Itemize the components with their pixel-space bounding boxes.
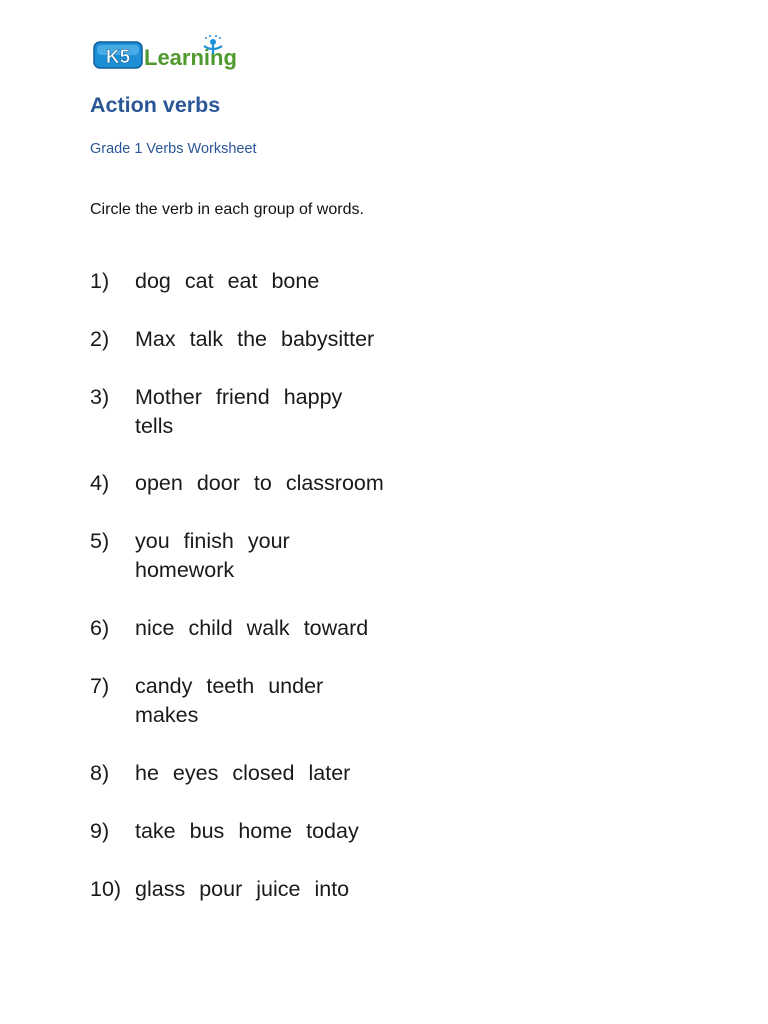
question-words: [135, 759, 435, 788]
word-option[interactable]: under: [268, 674, 324, 698]
word-option[interactable]: juice: [256, 877, 301, 901]
word-option[interactable]: he: [135, 761, 159, 785]
word-option[interactable]: eat: [227, 269, 258, 293]
word-option[interactable]: teeth: [206, 674, 255, 698]
instructions-text: Circle the verb in each group of words.: [90, 201, 364, 218]
question-words: [135, 267, 435, 296]
word-option[interactable]: candy: [135, 674, 193, 698]
word-option[interactable]: homework: [135, 558, 235, 582]
word-option[interactable]: take: [135, 819, 176, 843]
question-number: 9): [90, 819, 110, 843]
question-number: 5): [90, 529, 110, 553]
word-option[interactable]: finish: [183, 529, 234, 553]
word-option[interactable]: child: [188, 616, 233, 640]
word-option[interactable]: closed: [232, 761, 295, 785]
question-number: 10): [90, 877, 122, 901]
word-option[interactable]: door: [196, 471, 240, 495]
question-words: [135, 672, 365, 730]
word-option[interactable]: your: [247, 529, 290, 553]
word-option[interactable]: into: [314, 877, 350, 901]
question-number: 4): [90, 471, 110, 495]
word-option[interactable]: cat: [184, 269, 214, 293]
word-option[interactable]: classroom: [285, 471, 384, 495]
word-option[interactable]: bus: [189, 819, 225, 843]
word-option[interactable]: dog: [135, 269, 171, 293]
question-words: [135, 469, 435, 498]
logo-learning-text: Learning: [144, 45, 237, 70]
question-words: [135, 614, 435, 643]
word-option[interactable]: babysitter: [280, 327, 375, 351]
word-option[interactable]: Mother: [135, 385, 202, 409]
k5-learning-logo-graphic: [92, 34, 257, 74]
word-option[interactable]: glass: [135, 877, 186, 901]
word-option[interactable]: friend: [215, 385, 270, 409]
page-subtitle: Grade 1 Verbs Worksheet: [90, 141, 257, 157]
k5-learning-logo: [92, 34, 257, 74]
word-option[interactable]: pour: [199, 877, 243, 901]
word-option[interactable]: you: [135, 529, 170, 553]
word-option[interactable]: the: [237, 327, 267, 351]
question-number: 1): [90, 269, 110, 293]
word-option[interactable]: happy: [283, 385, 343, 409]
word-option[interactable]: nice: [135, 616, 175, 640]
word-option[interactable]: talk: [189, 327, 224, 351]
page-title: Action verbs: [90, 93, 221, 117]
question-number: 6): [90, 616, 110, 640]
word-option[interactable]: walk: [246, 616, 290, 640]
question-words: [135, 875, 435, 904]
word-option[interactable]: bone: [271, 269, 320, 293]
word-option[interactable]: Max: [135, 327, 176, 351]
word-option[interactable]: home: [238, 819, 293, 843]
word-option[interactable]: eyes: [172, 761, 219, 785]
question-words: [135, 383, 375, 441]
word-option[interactable]: makes: [135, 703, 199, 727]
question-words: [135, 817, 435, 846]
question-number: 3): [90, 385, 110, 409]
word-option[interactable]: to: [253, 471, 272, 495]
question-words: [135, 325, 435, 354]
word-option[interactable]: toward: [303, 616, 369, 640]
question-words: [135, 527, 335, 585]
word-option[interactable]: later: [308, 761, 351, 785]
question-number: 2): [90, 327, 110, 351]
word-option[interactable]: today: [306, 819, 359, 843]
question-number: 7): [90, 674, 110, 698]
word-option[interactable]: open: [135, 471, 183, 495]
logo-k5-text: K5: [105, 47, 131, 68]
question-number: 8): [90, 761, 110, 785]
word-option[interactable]: tells: [135, 414, 174, 438]
